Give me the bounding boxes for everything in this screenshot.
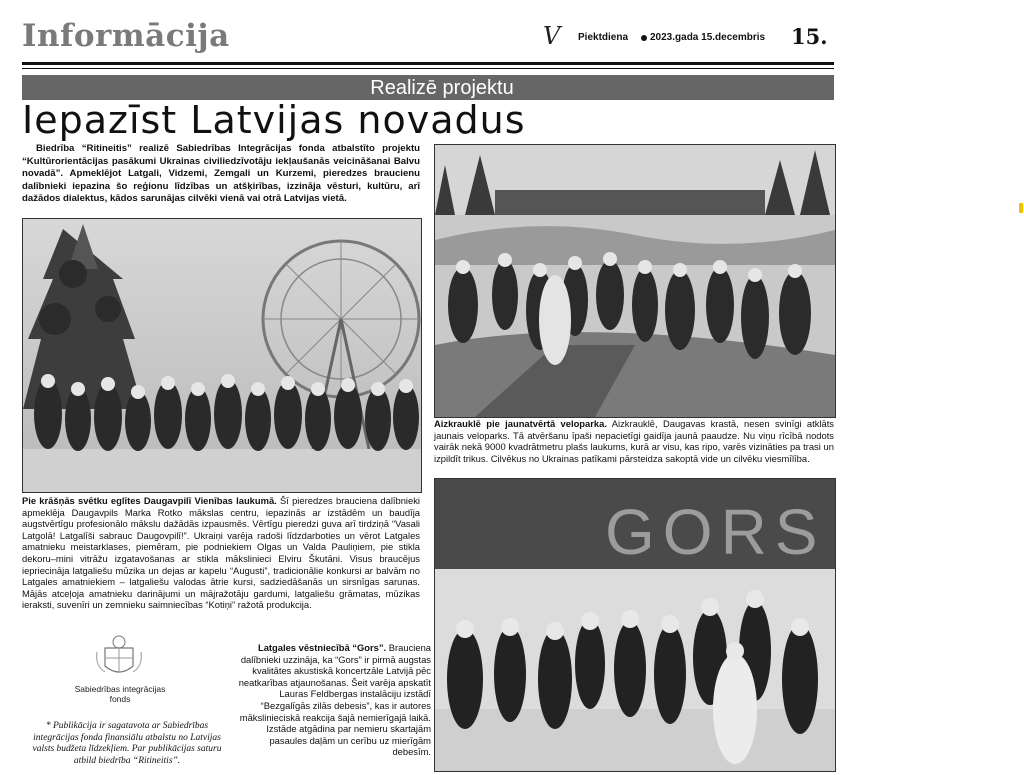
caption-daugavpils-title: Pie krāšņās svētku eglītes Daugavpilī Vienības laukumā.: [22, 495, 277, 506]
header-rule-thin: [22, 68, 834, 69]
gors-sign: GORS: [605, 496, 826, 568]
caption-daugavpils-text: Šī pieredzes brauciena dalībnieki apmeklēja Daugavpils Marka Rotko mākslas centru, iepazinās ar izstādēm un baudīja augstvērtīgu profesionālo mākslu dažādās izpausmēs. Vērtīgu pieredzi guva arī tirdziņā “Vasali Latgolā! Latgalīši sabrauc Daugovpilī!”. Ukraiņi varēja radoši līdzdarboties un vērot Latgales amatnieku meistarklases, piemēram, pie podniekiem Olgas un Valda Pauliņiem, pie stikla dekoru–mini vitrāžu izgatavošanas ar stikla mākslinieci Elviru Škutāni. Visus braucējus iepriecināja latgaliešu mūzika un dejas ar kapelu “Augusti”, tradicionālie konkursi ar balvām no Latgales amatniekiem – latgaliešu valodas ātrie kursi, sadziedāšanās un sirsnīgas sarunas. Mājās atceļoja amatnieku darinājumi un mājražotāju gardumi, latgaliešu grāmatas, mūzikas ieraksti, suvenīri un zemnieku saimniecības “Kotiņi” ražotā produkcija.: [22, 495, 420, 611]
kicker-text: Realizē projektu: [370, 77, 514, 99]
issue-day: Piektdiena: [578, 32, 629, 43]
caption-gors: [238, 642, 431, 758]
caption-gors-title: Latgales vēstniecībā “Gors”.: [257, 642, 387, 653]
photo-aizkraukle: [434, 144, 836, 418]
coat-of-arms-icon: [93, 632, 145, 680]
funding-note: * Publikācija ir sagatavota ar Sabiedrības integrācijas fonda finansiālu atbalstu no Latvijas valsts budžeta līdzekļiem. Par publikācijas saturu atbild biedrība “Ritineitis”.: [32, 721, 222, 766]
photo-daugavpils: [22, 218, 422, 493]
sponsor-name-line1: Sabiedrības integrācijas: [74, 684, 166, 694]
sponsor-name: [40, 684, 200, 704]
caption-daugavpils: [22, 495, 420, 611]
issue-date: 2023.gada 15.decembris: [650, 32, 766, 43]
margin-mark: [1019, 203, 1023, 213]
caption-aizkraukle-title: Aizkrauklē pie jaunatvērtā veloparka.: [434, 418, 607, 429]
caption-aizkraukle-text: Aizkrauklē, Daugavas krastā, nesen svinīgi atklāts jaunais veloparks. Tā atvēršanu īpaši nepacietīgi gaidīja jaunā paaudze. Nu viņu rīcībā nodots vairāk nekā 9000 kvadrātmetru plašs laukums, kurā ar visu, kas ripo, varēs vizināties pa trasi un izpildīt trikus. Cilvēkus no Ukrainas patīkami pārsteidza sakoptā vide un cilvēku viesmīlība.: [434, 418, 834, 464]
separator-dot-icon: [641, 35, 647, 41]
section-title: Informācija: [22, 18, 230, 54]
caption-aizkraukle: [434, 418, 834, 464]
article-headline: Iepazīst Latvijas novadus: [22, 98, 526, 142]
newspaper-logo: V: [543, 22, 561, 50]
article-lead: Biedrība “Ritineitis” realizē Sabiedrības Integrācijas fonda atbalstīto projektu “Kultūrorientācijas pasākumi Ukrainas civiliedzīvotāju iekļaušanās veicināšanai Balvu novadā”. Apmeklējot Latgali, Vidzemi, Zemgali un Kurzemi, pieredzes braucienu dalībnieki iepazina šo reģionu līdzības un atšķirības, izzināja vēsturi, kultūru, arī dažādos dialektus, kādos sarunājas cilvēki vienā vai otrā Latvijas vietā.: [22, 143, 420, 205]
header-rule: [22, 62, 834, 65]
caption-gors-text: Brauciena dalībnieki uzzināja, ka “Gors” ir pirmā augstas kvalitātes akustiskā koncertzāle Latvijā pēc neatkarības atjaunošanas. Šeit varēja apskatīt Lauras Feldbergas instalāciju izstādī “Bezgalīgās zilās debesis”, kas ir autores mākslinieciskā reakcija šajā nemierīgajā laikā. Izstāde atgādina par nemieru skartajām pasaules daļām un cerību uz mierīgām debesīm.: [238, 642, 431, 758]
sponsor-name-line2: fonds: [109, 694, 131, 704]
photo-gors: [434, 478, 836, 772]
page-number: 15.: [791, 24, 828, 49]
article-kicker: [22, 75, 834, 100]
